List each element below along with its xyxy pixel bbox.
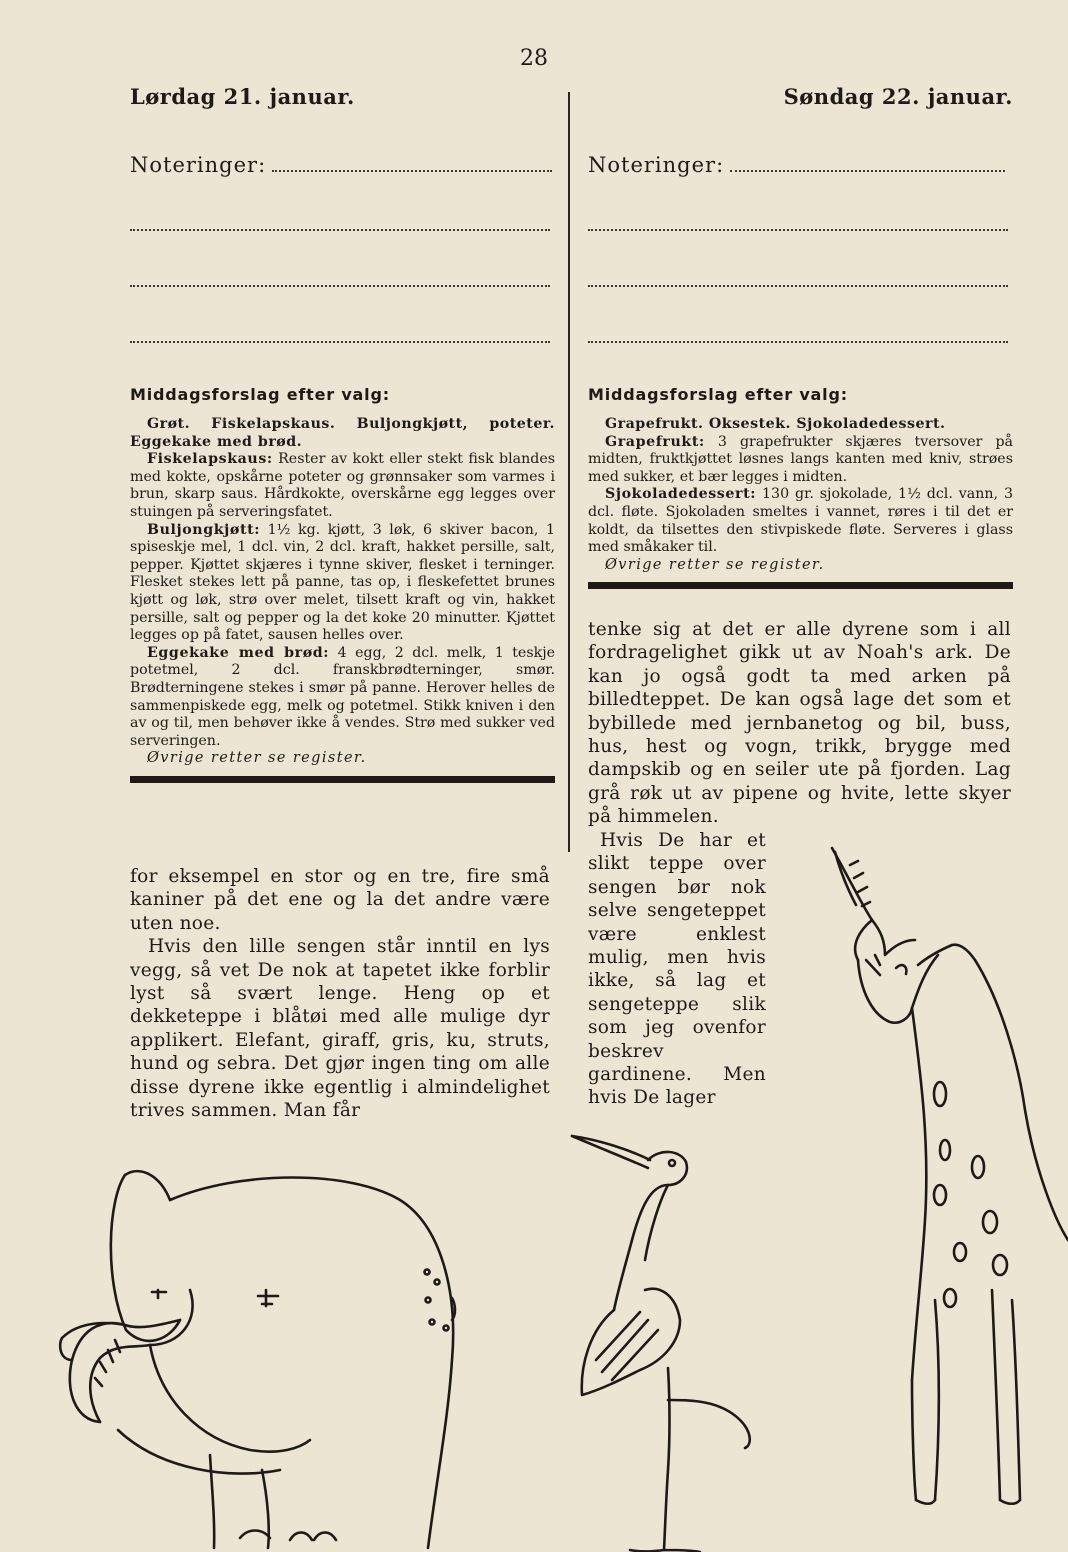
recipe-label: Grapefrukt: <box>605 433 705 450</box>
right-body-paragraph: Hvis De har et slikt teppe over sengen bør nok selve sengeteppet være enklest mulig, men hvis ikke, så lag et sengeteppe slik som jeg ovenfor beskrev gardinene. Men hvis De lager <box>588 830 766 1109</box>
recipe-label: Eggekake med brød: <box>147 644 330 661</box>
right-notes-label: Noteringer: <box>588 153 725 177</box>
recipe-text: 1½ kg. kjøtt, 3 løk, 6 skiver bacon, 1 spiseskje mel, 1 dcl. vin, 2 dcl. kraft, hakket persille, salt, pepper. Kjøttet skjæres i tynne skiver, flesket i terninger. Flesket stekes lett på panne, tas op, i fleskefettet brunes kjøtt og løk, strø over melet, tilsett kraft og vin, hakket persille, salt og pepper og la det koke 20 minutter. Kjøttet legges op på fatet, sausen helles over. <box>130 521 555 644</box>
recipe-text: 4 egg, 2 dcl. melk, 1 teskje potetmel, 2 dcl. franskbrødterninger, smør. Brødterningene stekes i smør på panne. Herover helles de sammenpiskede egg, melk og potetmel. Stikk kniven i den av og til, men behøver ikke å vendes. Strø med sukker ved serveringen. <box>130 644 555 749</box>
recipe-label: Sjokoladedessert: <box>605 486 757 503</box>
left-body-paragraph: for eksempel en stor og en tre, fire små kaniner på det ene og la det andre være uten noe. <box>130 866 550 934</box>
right-date: Søndag 22. januar. <box>783 84 1013 109</box>
recipe-label: Fiskelapskaus: <box>147 451 273 468</box>
right-menu-items: Grapefrukt. Oksestek. Sjokoladedessert. <box>605 416 946 432</box>
left-notes-label: Noteringer: <box>130 153 267 177</box>
recipe-text: Rester av kokt eller stekt fisk blandes med kokte, opskårne poteter og grønnsaker som varmes i brun, skarp saus. Hårdkokte, overskårne egg legges over stuingen på serveringsfatet. <box>130 451 555 520</box>
left-ovrige-retter: Øvrige retter se register. <box>147 750 367 767</box>
right-menu-heading: Middagsforslag efter valg: <box>588 385 848 404</box>
recipe-text: 130 gr. sjokolade, 1½ dcl. vann, 3 dcl. fløte. Sjokoladen smeltes i vannet, røres i til det er koldt, da tilsettes den stivpiskede fløte. Serveres i glass med småkaker til. <box>588 486 1013 556</box>
giraffe-drawing <box>832 848 1068 1504</box>
elephant-drawing <box>60 1171 455 1548</box>
left-date: Lørdag 21. januar. <box>130 84 355 109</box>
left-menu-heading: Middagsforslag efter valg: <box>130 385 390 404</box>
left-menu-items: Grøt. Fiskelapskaus. Buljongkjøtt, poteter. Eggekake med brød. <box>130 416 555 450</box>
right-ovrige-retter: Øvrige retter se register. <box>605 556 825 573</box>
recipe-label: Buljongkjøtt: <box>147 521 261 538</box>
page-number: 28 <box>520 46 548 71</box>
right-body-paragraph: tenke sig at det er alle dyrene som i all fordragelighet gikk ut av Noah's ark. De kan jo også godt ta med arken på billedteppet. De kan også lage det som et bybillede med jernbanetog og bil, buss, hus, hest og vogn, trikk, brygge med dampskib og en seiler ute på fjorden. Lag grå røk ut av pipene og hvite, lette skyer på himmelen. <box>588 619 1011 828</box>
left-body-paragraph: Hvis den lille sengen står inntil en lys vegg, så vet De nok at tapetet ikke forblir lyst så svært lenge. Heng op et dekketeppe i blåtøi med alle mulige dyr applikert. Elefant, giraff, gris, ku, struts, hund og sebra. Det gjør ingen ting om alle disse dyrene ikke egentlig i almindelighet trives sammen. Man får <box>130 936 550 1122</box>
crane-drawing <box>572 1136 750 1552</box>
recipe-text: 3 grapefrukter skjæres tversover på midten, fruktkjøttet løsnes langs kanten med kniv, strøes med sukker, et bær legges i midten. <box>588 433 1013 485</box>
